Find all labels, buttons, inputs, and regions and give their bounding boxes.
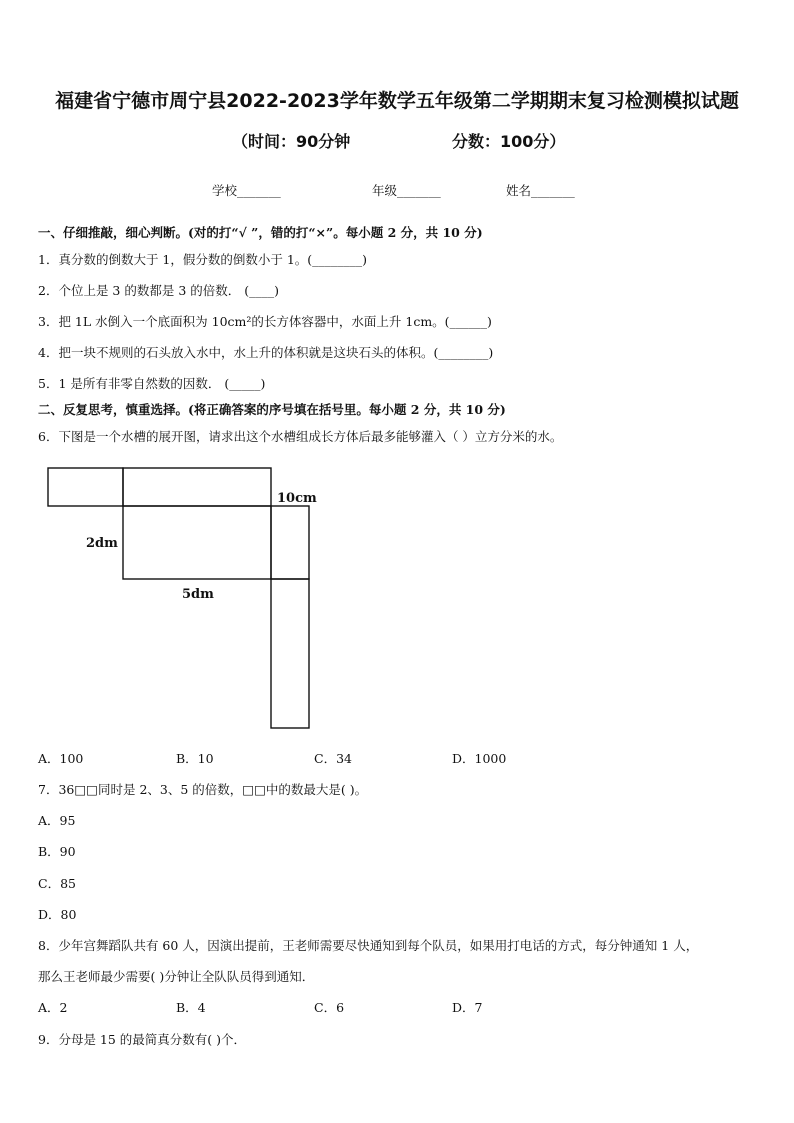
exam-score: 分数：100分） xyxy=(452,132,566,151)
q6-option-b: B．10 xyxy=(176,751,214,766)
q8-option-c: C．6 xyxy=(314,1000,345,1015)
q7-option-b: B．90 xyxy=(38,844,76,859)
question-3: 3．把 1L 水倒入一个底面积为 10cm²的长方体容器中，水面上升 1cm。(______) xyxy=(38,314,492,329)
net-top-face xyxy=(123,468,271,506)
question-2: 2．个位上是 3 的数都是 3 的倍数． (____) xyxy=(38,283,279,298)
grade-field: 年级_______ xyxy=(372,183,441,198)
question-6: 6．下图是一个水槽的展开图，请求出这个水槽组成长方体后最多能够灌入（ ）立方分米的水。 xyxy=(38,429,563,444)
q6-option-a: A．100 xyxy=(38,751,84,766)
section1-heading: 一、仔细推敲，细心判断。(对的打“√ ”，错的打“×”。每小题 2 分，共 10 分) xyxy=(38,225,483,240)
question-4: 4．把一块不规则的石头放入水中，水上升的体积就是这块石头的体积。(________) xyxy=(38,345,494,360)
net-right-face xyxy=(271,506,309,579)
net-lower-face xyxy=(271,579,309,728)
q8-option-d: D．7 xyxy=(452,1000,483,1015)
question-9: 9．分母是 15 的最简真分数有( )个． xyxy=(38,1032,247,1047)
tank-net-figure xyxy=(40,462,320,734)
q8-option-a: A．2 xyxy=(38,1000,68,1015)
net-left-flap xyxy=(48,468,123,506)
exam-time: （时间：90分钟 xyxy=(232,132,351,151)
label-5dm: 5dm xyxy=(182,587,214,602)
question-5: 5．1 是所有非零自然数的因数． (_____) xyxy=(38,376,266,391)
net-base-face xyxy=(123,506,271,579)
question-8-line1: 8．少年宫舞蹈队共有 60 人，因演出提前，王老师需要尽快通知到每个队员，如果用打电话的方式，每分钟通知 1 人， xyxy=(38,938,699,953)
q8-option-b: B．4 xyxy=(176,1000,206,1015)
label-10cm: 10cm xyxy=(277,491,317,506)
label-2dm: 2dm xyxy=(86,536,118,551)
q7-option-c: C．85 xyxy=(38,876,76,891)
q6-option-d: D．1000 xyxy=(452,751,507,766)
section2-heading: 二、反复思考，慎重选择。(将正确答案的序号填在括号里。每小题 2 分，共 10 分) xyxy=(38,402,506,417)
school-field: 学校_______ xyxy=(212,183,281,198)
name-field: 姓名_______ xyxy=(506,183,575,198)
question-7: 7．36□□同时是 2、3、5 的倍数，□□中的数最大是( )。 xyxy=(38,782,368,797)
question-8-line2: 那么王老师最少需要( )分钟让全队队员得到通知． xyxy=(38,969,315,984)
question-1: 1．真分数的倒数大于 1，假分数的倒数小于 1。(________) xyxy=(38,252,368,267)
q7-option-d: D．80 xyxy=(38,907,77,922)
q7-option-a: A．95 xyxy=(38,813,76,828)
exam-title: 福建省宁德市周宁县2022-2023学年数学五年级第二学期期末复习检测模拟试题 xyxy=(55,90,739,112)
q6-option-c: C．34 xyxy=(314,751,352,766)
